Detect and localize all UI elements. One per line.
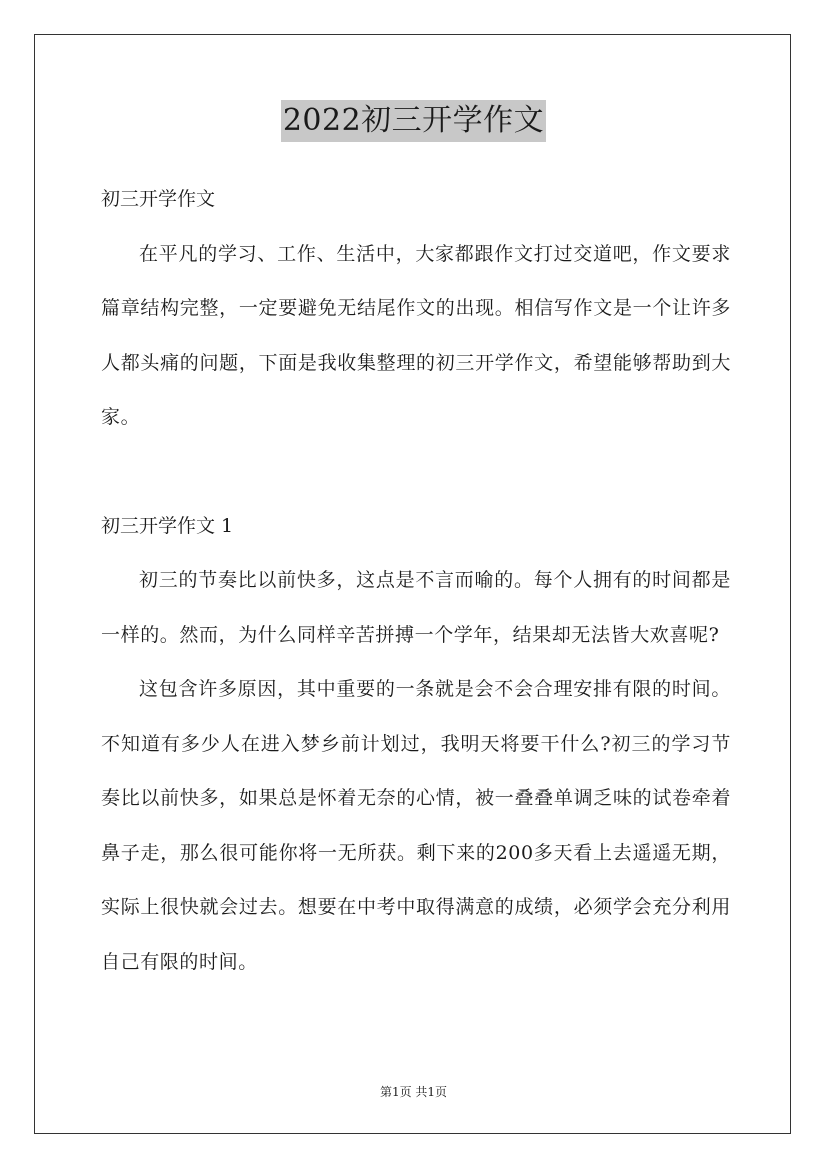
document-title: 2022初三开学作文	[281, 100, 546, 142]
section-gap	[101, 445, 731, 499]
document-body	[101, 172, 731, 989]
section1-paragraph: 初三的节奏比以前快多，这点是不言而喻的。每个人拥有的时间都是一样的。然而，为什么同样辛苦拼搏一个学年，结果却无法皆大欢喜呢?	[101, 569, 731, 646]
title-container	[0, 100, 827, 142]
intro-heading: 初三开学作文	[101, 188, 216, 210]
section1-paragraph: 这包含许多原因，其中重要的一条就是会不会合理安排有限的时间。不知道有多少人在进入梦乡前计划过，我明天将要干什么?初三的学习节奏比以前快多，如果总是怀着无奈的心情，被一叠叠单调乏味的试卷牵着鼻子走，那么很可能你将一无所获。剩下来的200多天看上去遥遥无期，实际上很快就会过去。想要在中考中取得满意的成绩，必须学会充分利用自己有限的时间。	[101, 678, 731, 973]
section1-heading: 初三开学作文 1	[101, 514, 234, 537]
intro-paragraph: 在平凡的学习、工作、生活中，大家都跟作文打过交道吧，作文要求篇章结构完整，一定要避免无结尾作文的出现。相信写作文是一个让许多人都头痛的问题，下面是我收集整理的初三开学作文，希望能够帮助到大家。	[101, 242, 731, 428]
page-footer	[0, 1083, 827, 1100]
page-number: 第1页 共1页	[379, 1085, 448, 1099]
